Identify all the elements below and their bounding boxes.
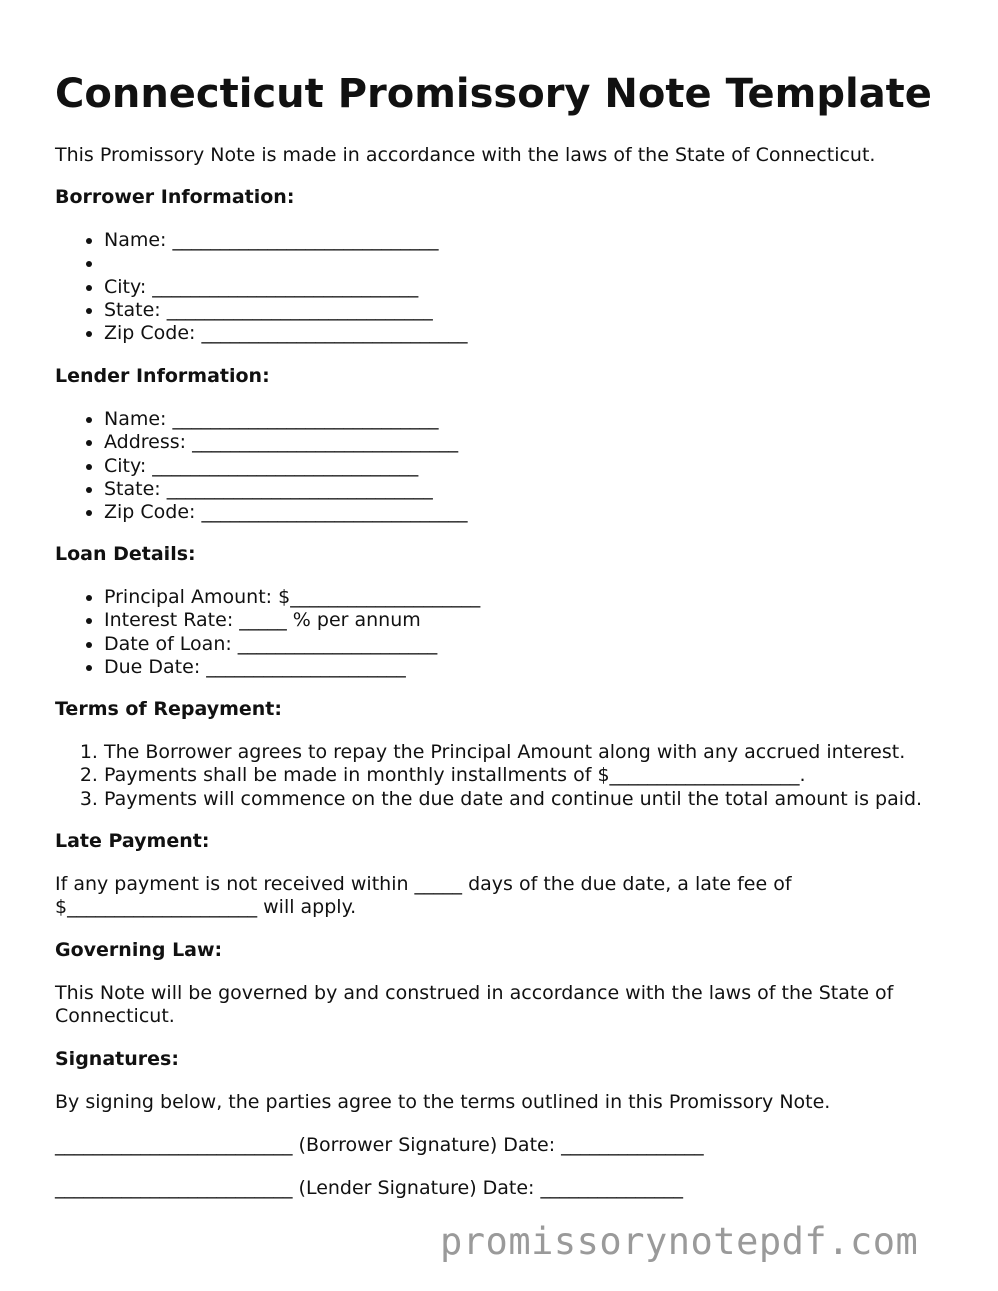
document-title: Connecticut Promissory Note Template [55,71,932,117]
late-payment-paragraph: If any payment is not received within _____ days of the due date, a late fee of $____________________ will apply. [55,873,792,918]
loan-list [55,586,480,679]
governing-law-paragraph: This Note will be governed by and construed in accordance with the laws of the State of Connecticut. [55,982,894,1027]
borrower-name-item: • Name: ____________________________ [104,229,467,252]
borrower-list [55,229,467,345]
late-payment-heading: Late Payment: [55,830,210,852]
governing-law-heading: Governing Law: [55,939,223,961]
signatures-heading: Signatures: [55,1048,179,1070]
repayment-item: 1. The Borrower agrees to repay the Principal Amount along with any accrued interest. [104,741,922,764]
borrower-state-item: • State: ____________________________ [104,299,467,322]
loan-date-item: • Date of Loan: _____________________ [104,633,480,656]
repayment-item: 3. Payments will commence on the due date and continue until the total amount is paid. [104,788,922,811]
borrower-signature-line: _________________________ (Borrower Signature) Date: _______________ [55,1134,704,1156]
repayment-heading: Terms of Repayment: [55,698,282,720]
loan-heading: Loan Details: [55,543,196,565]
signatures-paragraph: By signing below, the parties agree to the terms outlined in this Promissory Note. [55,1091,831,1113]
lender-list [55,408,467,524]
borrower-empty-item [104,252,467,275]
lender-signature-line: _________________________ (Lender Signature) Date: _______________ [55,1177,684,1199]
watermark-text: promissorynotepdf.com [440,1220,919,1263]
loan-principal-item: • Principal Amount: $____________________ [104,586,480,609]
intro-paragraph: This Promissory Note is made in accordance with the laws of the State of Connecticut. [55,144,876,166]
lender-heading: Lender Information: [55,365,270,387]
repayment-item: 2. Payments shall be made in monthly installments of $____________________. [104,764,922,787]
loan-interest-item: • Interest Rate: _____ % per annum [104,609,480,632]
lender-state-item: • State: ____________________________ [104,478,467,501]
borrower-zip-item: • Zip Code: ____________________________ [104,322,467,345]
borrower-city-item: • City: ____________________________ [104,276,467,299]
borrower-heading: Borrower Information: [55,186,295,208]
loan-due-item: • Due Date: _____________________ [104,656,480,679]
lender-name-item: • Name: ____________________________ [104,408,467,431]
lender-city-item: • City: ____________________________ [104,455,467,478]
lender-zip-item: • Zip Code: ____________________________ [104,501,467,524]
repayment-list [55,741,922,811]
lender-address-item: • Address: ____________________________ [104,431,467,454]
